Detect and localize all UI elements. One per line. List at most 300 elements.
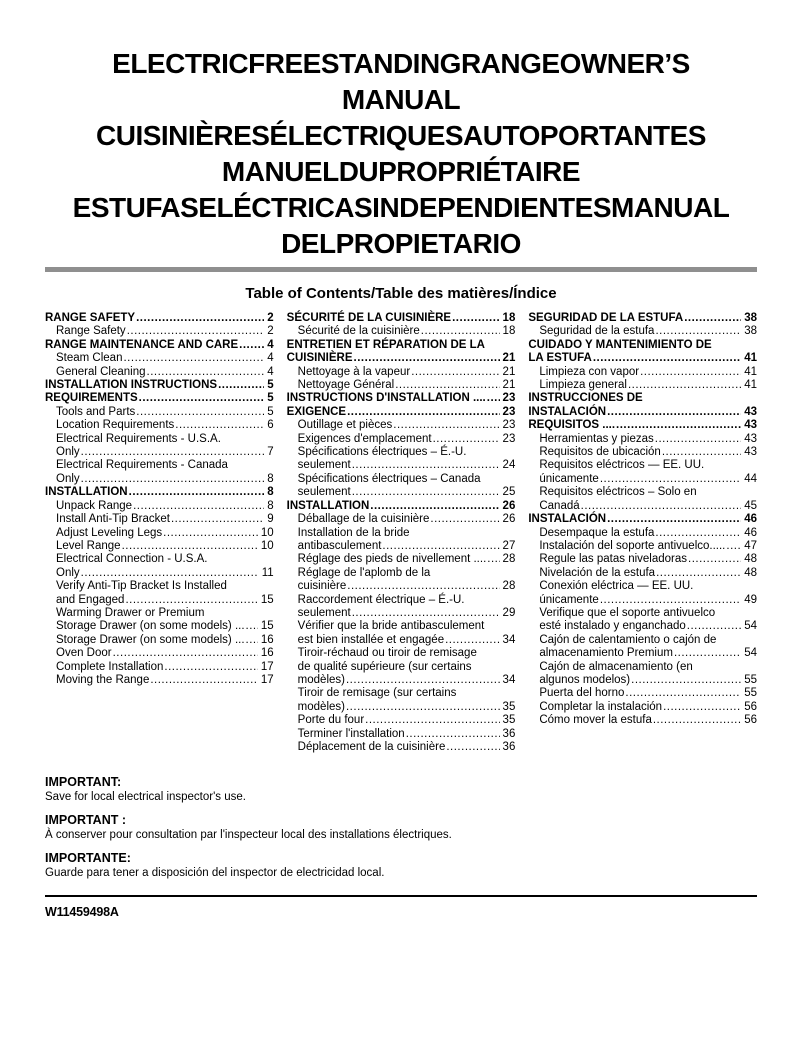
toc-entry (45, 620, 274, 633)
toc-dot-leader (352, 486, 500, 499)
toc-page-number: 43 (744, 405, 758, 418)
toc-entry (45, 661, 274, 674)
toc-entry (287, 352, 516, 365)
toc-entry-label: cuisinière (297, 580, 347, 593)
toc-page-number: 27 (502, 539, 516, 552)
notice-heading: IMPORTANT : (45, 813, 127, 828)
toc-entry-label: Déplacement de la cuisinière (297, 741, 446, 753)
toc-entry-label: Electrical Connection - U.S.A. (56, 553, 208, 566)
toc-entry (528, 553, 757, 566)
toc-entry (528, 352, 757, 365)
toc-entry (528, 661, 757, 674)
toc-entry-label: Nivelación de la estufa (539, 566, 656, 579)
toc-entry-label: Canadá (539, 499, 580, 512)
toc-entry-label: SEGURIDAD DE LA ESTUFA (528, 312, 684, 324)
toc-dot-leader (123, 352, 264, 365)
toc-entry-label: Exigences d'emplacement (297, 432, 432, 445)
toc-page-number: 8 (267, 486, 274, 499)
toc-page-number: 18 (502, 325, 516, 338)
toc-dot-leader (411, 366, 499, 379)
toc-entry (528, 647, 757, 660)
toc-dot-leader (662, 446, 741, 459)
toc-entry (45, 379, 274, 392)
toc-dot-leader (122, 540, 258, 553)
toc-entry-label: Steam Clean (56, 352, 123, 365)
toc-entry (287, 459, 516, 472)
toc-entry (528, 486, 757, 499)
toc-dot-leader (487, 392, 500, 405)
toc-dot-leader (127, 325, 265, 338)
toc-dot-leader (139, 392, 265, 405)
toc-dot-leader (171, 513, 264, 526)
toc-entry-label: Herramientas y piezas (539, 432, 654, 445)
toc-entry (528, 325, 757, 338)
toc-dot-leader (352, 607, 500, 620)
toc-dot-leader (726, 540, 741, 553)
toc-entry-label: INSTRUCCIONES DE (528, 392, 643, 405)
toc-page-number: 41 (744, 379, 758, 392)
title-line: DELPROPIETARIO (281, 228, 521, 259)
toc-dot-leader (395, 379, 499, 392)
toc-entry-label: INSTALACIÓN (528, 405, 607, 418)
toc-page-number: 16 (260, 647, 274, 660)
toc-column (45, 312, 274, 754)
toc-entry-label: est bien installée et engagée (297, 633, 445, 646)
toc-dot-leader (653, 714, 741, 727)
toc-dot-leader (239, 339, 264, 352)
toc-entry (45, 352, 274, 365)
toc-dot-leader (136, 406, 264, 419)
toc-entry-label: Requisitos eléctricos – Solo en (539, 486, 697, 499)
toc-entry (528, 620, 757, 633)
notice-body: Guarde para tener a disposición del inspector de electricidad local. (45, 867, 385, 880)
toc-entry-label: Warming Drawer or Premium (56, 606, 205, 619)
toc-entry-label: Storage Drawer (on some models) ... (56, 633, 245, 646)
toc-entry-label: INSTALLATION INSTRUCTIONS (45, 379, 218, 392)
toc-entry-label: antibasculement (297, 539, 382, 552)
toc-entry-label: Only (56, 446, 80, 459)
toc-page-number: 18 (502, 312, 516, 324)
toc-entry-label: Tools and Parts (56, 405, 136, 418)
toc-entry (528, 473, 757, 486)
toc-entry-label: Nettoyage Général (297, 379, 395, 392)
toc-page-number: 15 (260, 620, 274, 633)
toc-entry-label: Oven Door (56, 647, 112, 660)
toc-dot-leader (354, 352, 500, 365)
notices (45, 775, 757, 880)
page-title (45, 46, 757, 262)
toc-entry (287, 486, 516, 499)
toc-entry-label: CUISINIÈRE (286, 352, 353, 365)
toc-entry (287, 339, 516, 352)
toc-entry-label: RANGE MAINTENANCE AND CARE (45, 338, 239, 351)
toc-entry-label: Verifique que el soporte antivuelco (539, 606, 716, 619)
toc-page-number: 26 (502, 499, 516, 512)
toc-entry-label: Seguridad de la estufa (539, 325, 655, 338)
toc-entry (287, 661, 516, 674)
toc-page-number: 15 (260, 593, 274, 606)
toc-entry (528, 459, 757, 472)
toc-entry (287, 674, 516, 687)
toc-entry (287, 620, 516, 633)
toc-entry (528, 701, 757, 714)
toc-entry-label: General Cleaning (56, 365, 146, 378)
toc-entry-label: Limpieza con vapor (539, 365, 640, 378)
toc-entry-label: Electrical Requirements - Canada (56, 459, 228, 472)
toc-dot-leader (655, 325, 741, 338)
toc-page-number: 23 (502, 392, 516, 405)
toc-page-number: 7 (267, 446, 274, 459)
toc-entry-label: Outillage et pièces (297, 419, 393, 432)
toc-dot-leader (655, 433, 741, 446)
toc-page-number: 43 (744, 446, 758, 459)
toc-dot-leader (421, 325, 500, 338)
toc-entry (528, 714, 757, 727)
toc-entry-label: Only (56, 566, 80, 579)
toc-entry (45, 513, 274, 526)
toc-entry-label: Requisitos eléctricos — EE. UU. (539, 459, 705, 472)
toc-page-number: 49 (744, 593, 758, 606)
toc-page-number: 46 (744, 526, 758, 539)
toc-dot-leader (445, 634, 499, 647)
toc-page-number: 4 (267, 338, 274, 351)
toc-dot-leader (81, 567, 259, 580)
notice-heading: IMPORTANT: (45, 775, 122, 790)
toc-page-number: 56 (744, 700, 758, 713)
toc-entry (45, 553, 274, 566)
toc-entry-label: Verify Anti-Tip Bracket Is Installed (56, 580, 227, 593)
toc-entry-label: Instalación del soporte antivuelco..... (539, 539, 726, 552)
toc-entry (45, 459, 274, 472)
toc-entry (287, 446, 516, 459)
toc-page-number: 17 (260, 660, 274, 673)
toc-entry-label: Tiroir-réchaud ou tiroir de remisage (297, 647, 477, 660)
toc-entry-label: Adjust Leveling Legs (56, 526, 163, 539)
toc-page-number: 8 (267, 499, 274, 512)
toc-dot-leader (406, 728, 500, 741)
notice-body: Save for local electrical inspector's use. (45, 791, 246, 804)
toc-entry-label: de qualité supérieure (sur certains (297, 660, 472, 673)
toc-entry (287, 406, 516, 419)
toc-dot-leader (365, 714, 499, 727)
toc-page-number: 25 (502, 486, 516, 499)
document-number: W11459498A (45, 905, 119, 920)
toc-entry (528, 674, 757, 687)
toc-column (287, 312, 516, 754)
title-line: MANUAL (341, 84, 461, 115)
toc-entry (45, 486, 274, 499)
toc-entry-label: RANGE SAFETY (45, 312, 136, 324)
toc-dot-leader (674, 647, 741, 660)
toc-dot-leader (688, 553, 741, 566)
toc-page-number: 21 (502, 365, 516, 378)
toc-dot-leader (163, 527, 258, 540)
toc-entry (287, 433, 516, 446)
toc-entry-label: Storage Drawer (on some models) ... (56, 620, 245, 633)
toc-dot-leader (607, 513, 741, 526)
toc-page-number: 5 (267, 392, 274, 405)
toc-entry-label: Desempaque la estufa (539, 526, 655, 539)
toc-dot-leader (631, 674, 741, 687)
toc-entry (45, 473, 274, 486)
toc-page-number: 44 (744, 472, 758, 485)
toc-dot-leader (625, 687, 741, 700)
toc-entry (45, 406, 274, 419)
toc-entry (287, 419, 516, 432)
toc-page-number: 47 (744, 539, 758, 552)
toc-entry (287, 527, 516, 540)
toc-entry-label: EXIGENCE (286, 405, 347, 418)
toc-page-number: 38 (744, 325, 758, 338)
toc-dot-leader (607, 406, 741, 419)
toc-entry-label: REQUIREMENTS (45, 392, 138, 405)
toc-entry-label: Déballage de la cuisinière (297, 513, 430, 526)
toc-entry (528, 567, 757, 580)
toc-page-number: 54 (744, 620, 758, 633)
toc-entry-label: and Engaged (56, 593, 125, 606)
toc-page-number: 56 (744, 714, 758, 727)
toc-entry (45, 567, 274, 580)
toc-page-number: 5 (267, 379, 274, 392)
toc-entry (528, 687, 757, 700)
toc-heading: Table of Contents/Table des matières/Índice (245, 285, 557, 302)
toc-entry-label: Electrical Requirements - U.S.A. (56, 432, 221, 445)
toc-page-number: 17 (260, 673, 274, 686)
toc-entry (287, 687, 516, 700)
toc-entry-label: Range Safety (56, 325, 126, 338)
toc-entry (45, 339, 274, 352)
toc-entry-label: Unpack Range (56, 499, 133, 512)
toc-entry-label: seulement (297, 606, 351, 619)
toc-entry (528, 392, 757, 405)
toc-dot-leader (393, 419, 499, 432)
toc-dot-leader (133, 500, 264, 513)
toc-entry-label: Nettoyage à la vapeur (297, 365, 411, 378)
toc-entry (45, 607, 274, 620)
toc-entry-label: modèles) (297, 700, 345, 713)
toc-dot-leader (347, 580, 499, 593)
title-divider (45, 267, 757, 272)
toc-entry (287, 553, 516, 566)
toc-entry-label: Completar la instalación (539, 700, 663, 713)
toc-page-number: 26 (502, 513, 516, 526)
toc-entry (528, 446, 757, 459)
toc-entry (287, 366, 516, 379)
toc-entry-label: Only (56, 472, 80, 485)
toc-entry-label: Complete Installation (56, 660, 164, 673)
toc-dot-leader (347, 406, 499, 419)
toc-dot-leader (640, 366, 741, 379)
toc-page-number: 10 (260, 526, 274, 539)
toc-entry-label: SÉCURITÉ DE LA CUISINIÈRE (286, 312, 452, 324)
toc-entry (528, 406, 757, 419)
toc-dot-leader (136, 312, 264, 325)
toc-dot-leader (600, 594, 741, 607)
toc-entry-label: Limpieza general (539, 379, 627, 392)
toc-entry (528, 379, 757, 392)
toc-entry-label: almacenamiento Premium (539, 647, 673, 660)
toc-entry-label: Level Range (56, 539, 121, 552)
toc-entry (45, 580, 274, 593)
toc-entry (287, 580, 516, 593)
toc-dot-leader (246, 634, 258, 647)
toc-entry-label: Réglage des pieds de nivellement .... (297, 553, 487, 566)
toc-page-number: 16 (260, 633, 274, 646)
toc-entry (45, 594, 274, 607)
toc-entry (45, 647, 274, 660)
toc-entry (528, 366, 757, 379)
toc-entry-label: Raccordement électrique – É.-U. (297, 593, 465, 606)
toc-entry-label: algunos modelos) (539, 673, 631, 686)
toc-page-number: 11 (261, 566, 274, 579)
toc-entry-label: Location Requirements (56, 419, 175, 432)
toc-entry-label: Installation de la bride (297, 526, 410, 539)
table-of-contents (45, 312, 757, 754)
toc-dot-leader (446, 741, 499, 754)
toc-entry (287, 701, 516, 714)
toc-dot-leader (346, 674, 500, 687)
title-line: MANUELDUPROPRIÉTAIRE (221, 156, 581, 187)
toc-entry (287, 714, 516, 727)
toc-dot-leader (164, 661, 257, 674)
toc-dot-leader (81, 446, 265, 459)
toc-page-number: 4 (267, 352, 274, 365)
toc-page-number: 46 (744, 513, 758, 526)
toc-entry (287, 325, 516, 338)
toc-dot-leader (487, 553, 499, 566)
toc-entry (528, 607, 757, 620)
toc-entry-label: Puerta del horno (539, 687, 625, 700)
toc-entry-label: Moving the Range (56, 673, 150, 686)
toc-entry-label: Vérifier que la bride antibasculement (297, 620, 485, 633)
toc-dot-leader (129, 486, 265, 499)
toc-entry (287, 540, 516, 553)
toc-dot-leader (382, 540, 499, 553)
footer-divider (45, 895, 757, 897)
toc-entry (287, 473, 516, 486)
toc-page-number: 34 (502, 633, 516, 646)
toc-dot-leader (452, 312, 499, 325)
toc-page-number: 23 (502, 405, 516, 418)
toc-page-number: 8 (267, 472, 274, 485)
toc-page-number: 6 (267, 419, 274, 432)
toc-entry (45, 366, 274, 379)
toc-dot-leader (218, 379, 264, 392)
toc-entry (528, 339, 757, 352)
toc-page-number: 41 (744, 365, 758, 378)
toc-entry (528, 513, 757, 526)
toc-entry (528, 540, 757, 553)
toc-entry-label: Cajón de almacenamiento (en (539, 660, 693, 673)
toc-entry-label: INSTALACIÓN (528, 513, 607, 526)
toc-page-number: 36 (502, 727, 516, 740)
toc-dot-leader (370, 500, 499, 513)
toc-dot-leader (81, 473, 265, 486)
toc-page-number: 54 (744, 647, 758, 660)
toc-dot-leader (433, 433, 500, 446)
toc-entry (45, 312, 274, 325)
toc-page-number: 10 (260, 539, 274, 552)
toc-entry (45, 634, 274, 647)
toc-dot-leader (125, 594, 257, 607)
toc-dot-leader (175, 419, 264, 432)
toc-page-number: 45 (744, 499, 758, 512)
toc-dot-leader (616, 419, 741, 432)
toc-entry-label: INSTRUCTIONS D'INSTALLATION .... (286, 392, 486, 405)
toc-page-number: 55 (744, 687, 758, 700)
toc-entry (528, 312, 757, 325)
toc-dot-leader (150, 674, 258, 687)
toc-dot-leader (655, 527, 741, 540)
toc-entry-label: INSTALLATION (286, 499, 370, 512)
toc-entry-label: Spécifications électriques – Canada (297, 472, 481, 485)
toc-dot-leader (581, 500, 742, 513)
toc-page-number: 2 (267, 325, 274, 338)
toc-page-number: 24 (502, 459, 516, 472)
toc-entry (287, 392, 516, 405)
toc-dot-leader (687, 620, 741, 633)
toc-entry (287, 500, 516, 513)
toc-entry (45, 674, 274, 687)
toc-page-number: 9 (267, 513, 274, 526)
toc-entry-label: Tiroir de remisage (sur certains (297, 687, 457, 700)
toc-dot-leader (346, 701, 500, 714)
toc-dot-leader (684, 312, 741, 325)
toc-entry-label: ENTRETIEN ET RÉPARATION DE LA (286, 338, 485, 351)
toc-entry (528, 433, 757, 446)
toc-entry-label: Requisitos de ubicación (539, 446, 661, 459)
toc-page-number: 43 (744, 432, 758, 445)
toc-entry-label: CUIDADO Y MANTENIMIENTO DE (528, 338, 712, 351)
toc-entry (528, 594, 757, 607)
toc-entry-label: LA ESTUFA (528, 352, 592, 365)
toc-entry (528, 500, 757, 513)
toc-entry (287, 741, 516, 754)
toc-entry-label: Réglage de l'aplomb de la (297, 566, 431, 579)
notice-heading: IMPORTANTE: (45, 851, 131, 866)
toc-entry (528, 527, 757, 540)
toc-entry (45, 446, 274, 459)
toc-entry (287, 594, 516, 607)
toc-dot-leader (663, 701, 741, 714)
toc-entry-label: únicamente (539, 472, 599, 485)
toc-dot-leader (246, 620, 258, 633)
toc-page-number: 23 (502, 419, 516, 432)
toc-dot-leader (430, 513, 499, 526)
toc-page-number: 5 (267, 405, 274, 418)
toc-entry (287, 379, 516, 392)
toc-page-number: 2 (267, 312, 274, 324)
toc-page-number: 36 (502, 741, 516, 753)
toc-entry-label: Porte du four (297, 714, 365, 727)
toc-entry-label: INSTALLATION (45, 486, 128, 499)
toc-entry (45, 540, 274, 553)
toc-entry-label: modèles) (297, 673, 345, 686)
toc-page-number: 21 (502, 352, 516, 365)
toc-entry (287, 312, 516, 325)
toc-entry (287, 567, 516, 580)
toc-entry-label: Cajón de calentamiento o cajón de (539, 633, 717, 646)
toc-entry-label: únicamente (539, 593, 599, 606)
toc-page-number: 48 (744, 553, 758, 566)
toc-entry-label: esté instalado y enganchado (539, 620, 686, 633)
toc-entry-label: Conexión eléctrica — EE. UU. (539, 580, 694, 593)
toc-dot-leader (628, 379, 741, 392)
toc-entry-label: Sécurité de la cuisinière (297, 325, 420, 338)
toc-entry-label: Install Anti-Tip Bracket (56, 513, 170, 526)
toc-page-number: 29 (502, 606, 516, 619)
toc-page-number: 55 (744, 673, 758, 686)
